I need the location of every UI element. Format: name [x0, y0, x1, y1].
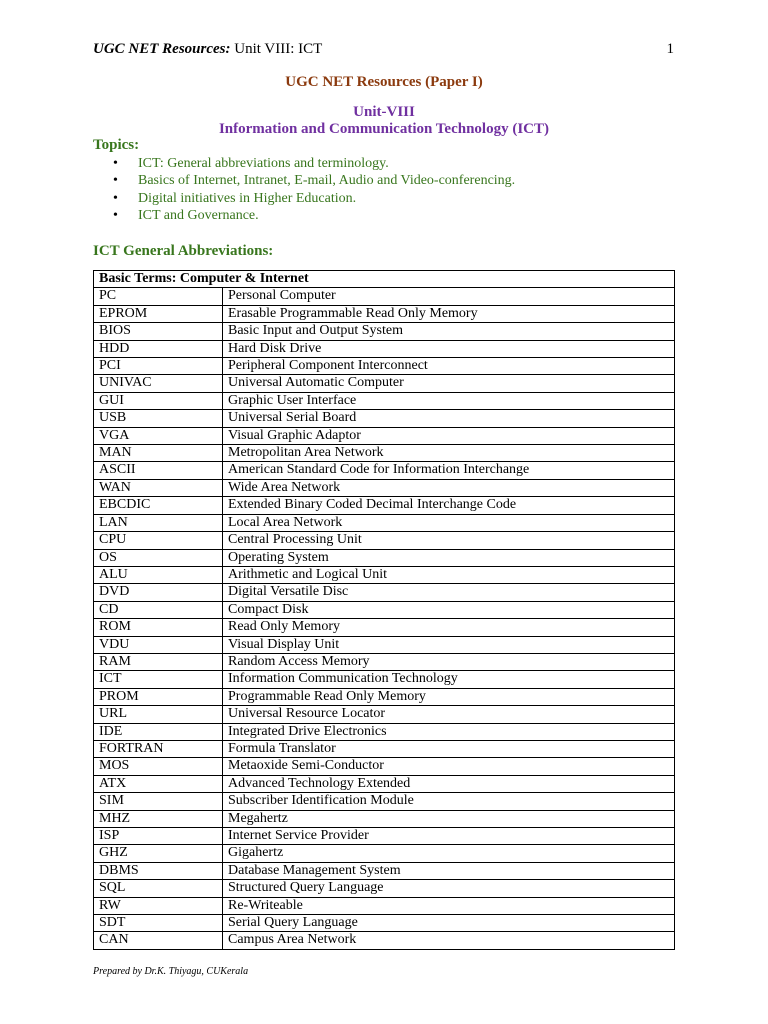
abbreviation-cell: URL: [94, 706, 223, 723]
abbreviation-cell: PROM: [94, 688, 223, 705]
abbreviation-cell: USB: [94, 410, 223, 427]
table-row: [94, 392, 675, 409]
table-row: [94, 410, 675, 427]
expansion-cell: Visual Display Unit: [223, 636, 675, 653]
abbreviation-cell: RAM: [94, 653, 223, 670]
table-row: [94, 915, 675, 932]
abbreviation-cell: UNIVAC: [94, 375, 223, 392]
topic-item: • Digital initiatives in Higher Education.: [113, 190, 357, 206]
abbreviation-cell: IDE: [94, 723, 223, 740]
table-row: [94, 288, 675, 305]
document-title: UGC NET Resources (Paper I): [285, 74, 483, 90]
table-row: [94, 688, 675, 705]
table-row: [94, 445, 675, 462]
table-row: [94, 653, 675, 670]
abbreviation-cell: RW: [94, 897, 223, 914]
expansion-cell: Subscriber Identification Module: [223, 793, 675, 810]
abbreviation-cell: CD: [94, 601, 223, 618]
abbreviation-cell: LAN: [94, 514, 223, 531]
abbreviation-cell: FORTRAN: [94, 740, 223, 757]
abbreviation-cell: ISP: [94, 828, 223, 845]
table-row: [94, 514, 675, 531]
expansion-cell: Information Communication Technology: [223, 671, 675, 688]
page-number: 1: [666, 41, 674, 57]
unit-title: Unit-VIII: [353, 104, 415, 120]
topics-heading: Topics:: [93, 137, 140, 153]
abbreviation-cell: SQL: [94, 880, 223, 897]
expansion-cell: Campus Area Network: [223, 932, 675, 949]
expansion-cell: Gigahertz: [223, 845, 675, 862]
table-row: [94, 740, 675, 757]
expansion-cell: American Standard Code for Information Interchange: [223, 462, 675, 479]
abbreviation-cell: ROM: [94, 619, 223, 636]
expansion-cell: Peripheral Component Interconnect: [223, 358, 675, 375]
expansion-cell: Extended Binary Coded Decimal Interchange Code: [223, 497, 675, 514]
table-row: [94, 479, 675, 496]
expansion-cell: Visual Graphic Adaptor: [223, 427, 675, 444]
abbreviation-cell: GHZ: [94, 845, 223, 862]
header-label: UGC NET Resources:: [93, 41, 231, 57]
table-row: [94, 340, 675, 357]
expansion-cell: Structured Query Language: [223, 880, 675, 897]
expansion-cell: Arithmetic and Logical Unit: [223, 566, 675, 583]
abbreviation-cell: VGA: [94, 427, 223, 444]
bullet-icon: •: [113, 190, 118, 206]
abbreviations-table: [93, 270, 675, 950]
expansion-cell: Advanced Technology Extended: [223, 775, 675, 792]
abbreviation-cell: ALU: [94, 566, 223, 583]
topics-list: [113, 155, 515, 225]
abbreviation-cell: MOS: [94, 758, 223, 775]
expansion-cell: Graphic User Interface: [223, 392, 675, 409]
header-unit: Unit VIII: ICT: [230, 41, 323, 57]
table-row: [94, 427, 675, 444]
page-header: [93, 40, 674, 58]
expansion-cell: Read Only Memory: [223, 619, 675, 636]
table-row: [94, 723, 675, 740]
table-header-row: [94, 271, 675, 288]
abbreviation-cell: WAN: [94, 479, 223, 496]
abbreviation-cell: EPROM: [94, 305, 223, 322]
abbreviation-cell: PCI: [94, 358, 223, 375]
table-row: [94, 671, 675, 688]
expansion-cell: Metropolitan Area Network: [223, 445, 675, 462]
table-row: [94, 880, 675, 897]
expansion-cell: Serial Query Language: [223, 915, 675, 932]
table-row: [94, 566, 675, 583]
expansion-cell: Universal Automatic Computer: [223, 375, 675, 392]
abbreviation-cell: SIM: [94, 793, 223, 810]
expansion-cell: Megahertz: [223, 810, 675, 827]
abbreviation-cell: EBCDIC: [94, 497, 223, 514]
expansion-cell: Internet Service Provider: [223, 828, 675, 845]
topic-item: • Basics of Internet, Intranet, E-mail, Audio and Video-conferencing.: [113, 173, 516, 189]
expansion-cell: Database Management System: [223, 862, 675, 879]
expansion-cell: Re-Writeable: [223, 897, 675, 914]
table-row: [94, 462, 675, 479]
topic-item: • ICT: General abbreviations and terminology.: [113, 156, 389, 171]
abbreviations-heading: ICT General Abbreviations:: [93, 243, 274, 259]
table-row: [94, 532, 675, 549]
table-row: [94, 758, 675, 775]
abbreviation-cell: ASCII: [94, 462, 223, 479]
table-row: [94, 862, 675, 879]
bullet-icon: •: [113, 156, 118, 171]
table-row: [94, 775, 675, 792]
abbreviation-cell: ATX: [94, 775, 223, 792]
page-footer: Prepared by Dr.K. Thiyagu, CUKerala: [93, 966, 249, 977]
abbreviation-cell: HDD: [94, 340, 223, 357]
table-row: [94, 601, 675, 618]
abbreviation-cell: DVD: [94, 584, 223, 601]
abbreviation-cell: CPU: [94, 532, 223, 549]
table-body: [94, 288, 675, 949]
expansion-cell: Integrated Drive Electronics: [223, 723, 675, 740]
expansion-cell: Hard Disk Drive: [223, 340, 675, 357]
table-row: [94, 375, 675, 392]
topic-item: • ICT and Governance.: [113, 208, 259, 224]
expansion-cell: Wide Area Network: [223, 479, 675, 496]
table-header: Basic Terms: Computer & Internet: [94, 271, 675, 288]
expansion-cell: Erasable Programmable Read Only Memory: [223, 305, 675, 322]
expansion-cell: Programmable Read Only Memory: [223, 688, 675, 705]
bullet-icon: •: [113, 208, 118, 224]
table-row: [94, 810, 675, 827]
table-row: [94, 706, 675, 723]
table-row: [94, 584, 675, 601]
expansion-cell: Random Access Memory: [223, 653, 675, 670]
table-row: [94, 828, 675, 845]
abbreviation-cell: PC: [94, 288, 223, 305]
abbreviation-cell: CAN: [94, 932, 223, 949]
abbreviation-cell: VDU: [94, 636, 223, 653]
table-row: [94, 619, 675, 636]
expansion-cell: Formula Translator: [223, 740, 675, 757]
expansion-cell: Basic Input and Output System: [223, 323, 675, 340]
unit-subtitle: Information and Communication Technology (ICT): [218, 121, 550, 137]
table-row: [94, 932, 675, 949]
expansion-cell: Universal Resource Locator: [223, 706, 675, 723]
expansion-cell: Compact Disk: [223, 601, 675, 618]
abbreviation-cell: BIOS: [94, 323, 223, 340]
table-row: [94, 305, 675, 322]
expansion-cell: Metaoxide Semi-Conductor: [223, 758, 675, 775]
table-row: [94, 636, 675, 653]
expansion-cell: Operating System: [223, 549, 675, 566]
abbreviation-cell: ICT: [94, 671, 223, 688]
abbreviation-cell: SDT: [94, 915, 223, 932]
table-row: [94, 897, 675, 914]
table-row: [94, 549, 675, 566]
table-row: [94, 358, 675, 375]
abbreviation-cell: GUI: [94, 392, 223, 409]
expansion-cell: Universal Serial Board: [223, 410, 675, 427]
table-row: [94, 323, 675, 340]
abbreviation-cell: OS: [94, 549, 223, 566]
expansion-cell: Central Processing Unit: [223, 532, 675, 549]
abbreviation-cell: DBMS: [94, 862, 223, 879]
expansion-cell: Digital Versatile Disc: [223, 584, 675, 601]
abbreviation-cell: MHZ: [94, 810, 223, 827]
table-row: [94, 793, 675, 810]
expansion-cell: Personal Computer: [223, 288, 675, 305]
abbreviation-cell: MAN: [94, 445, 223, 462]
table-row: [94, 845, 675, 862]
expansion-cell: Local Area Network: [223, 514, 675, 531]
bullet-icon: •: [113, 173, 118, 189]
table-row: [94, 497, 675, 514]
